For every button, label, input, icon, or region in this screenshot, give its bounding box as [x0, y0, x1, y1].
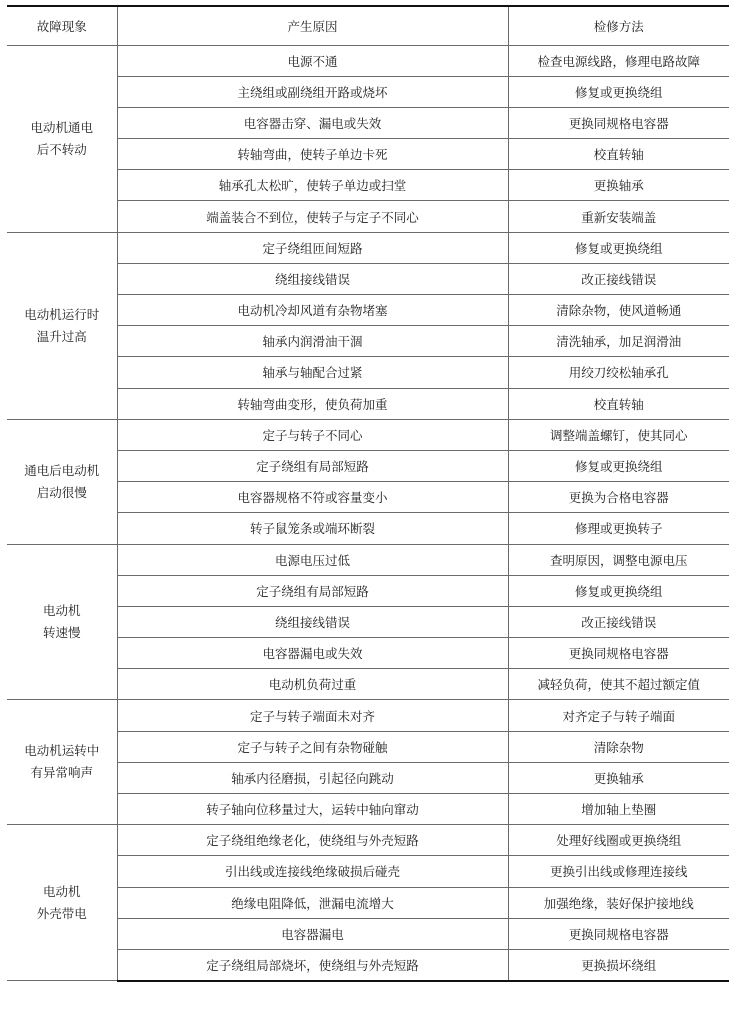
- method-cell: 更换同规格电容器: [508, 107, 729, 138]
- fault-diagnosis-table: [7, 5, 729, 982]
- method-cell: 清洗轴承，加足润滑油: [508, 326, 729, 357]
- method-cell: 更换引出线或修理连接线: [508, 856, 729, 887]
- cause-cell: 定子绕组匝间短路: [117, 232, 508, 263]
- cause-cell: 定子与转子不同心: [117, 419, 508, 450]
- symptom-line: 启动很慢: [36, 484, 87, 500]
- cause-cell: 轴承孔太松旷，使转子单边或扫堂: [117, 170, 508, 201]
- method-cell: 改正接线错误: [508, 263, 729, 294]
- cause-cell: 引出线或连接线绝缘破损后碰壳: [117, 856, 508, 887]
- cause-cell: 定子与转子端面未对齐: [117, 700, 508, 731]
- cause-cell: 电容器规格不符或容量变小: [117, 482, 508, 513]
- method-cell: 修复或更换绕组: [508, 232, 729, 263]
- cause-cell: 定子绕组局部烧坏，使绕组与外壳短路: [117, 949, 508, 980]
- method-cell: 检查电源线路，修理电路故障: [508, 45, 729, 76]
- method-cell: 更换轴承: [508, 762, 729, 793]
- cause-cell: 电容器漏电: [117, 918, 508, 949]
- method-cell: 更换轴承: [508, 170, 729, 201]
- table-row: [7, 825, 729, 856]
- table-body: [7, 45, 729, 981]
- table-row: [7, 544, 729, 575]
- method-cell: 查明原因，调整电源电压: [508, 544, 729, 575]
- method-cell: 减轻负荷，使其不超过额定值: [508, 669, 729, 700]
- method-cell: 修复或更换绕组: [508, 76, 729, 107]
- method-cell: 更换损坏绕组: [508, 949, 729, 980]
- cause-cell: 电容器击穿、漏电或失效: [117, 107, 508, 138]
- method-cell: 增加轴上垫圈: [508, 794, 729, 825]
- cause-cell: 定子绕组有局部短路: [117, 450, 508, 481]
- table-row: [7, 700, 729, 731]
- table-header: [7, 6, 729, 45]
- symptom-line: 电动机: [42, 602, 81, 618]
- cause-cell: 轴承内润滑油干涸: [117, 326, 508, 357]
- cause-cell: 电动机负荷过重: [117, 669, 508, 700]
- symptom-line: 电动机运行时: [24, 306, 100, 322]
- symptom-cell: [7, 700, 117, 825]
- symptom-cell: [7, 544, 117, 700]
- cause-cell: 定子与转子之间有杂物碰触: [117, 731, 508, 762]
- header-cause: 产生原因: [117, 6, 508, 45]
- cause-cell: 定子绕组有局部短路: [117, 575, 508, 606]
- method-cell: 更换同规格电容器: [508, 918, 729, 949]
- method-cell: 改正接线错误: [508, 606, 729, 637]
- method-cell: 重新安装端盖: [508, 201, 729, 232]
- cause-cell: 端盖装合不到位，使转子与定子不同心: [117, 201, 508, 232]
- cause-cell: 转子轴向位移量过大，运转中轴向窜动: [117, 794, 508, 825]
- method-cell: 校直转轴: [508, 139, 729, 170]
- table-row: [7, 419, 729, 450]
- method-cell: 清除杂物: [508, 731, 729, 762]
- header-symptom: 故障现象: [7, 6, 117, 45]
- method-cell: 修复或更换绕组: [508, 575, 729, 606]
- cause-cell: 电源电压过低: [117, 544, 508, 575]
- cause-cell: 主绕组或副绕组开路或烧坏: [117, 76, 508, 107]
- cause-cell: 绕组接线错误: [117, 606, 508, 637]
- cause-cell: 转轴弯曲变形，使负荷加重: [117, 388, 508, 419]
- cause-cell: 电源不通: [117, 45, 508, 76]
- symptom-line: 外壳带电: [36, 905, 87, 921]
- cause-cell: 电容器漏电或失效: [117, 638, 508, 669]
- symptom-line: 电动机运转中: [24, 743, 100, 759]
- method-cell: 加强绝缘，装好保护接地线: [508, 887, 729, 918]
- symptom-line: 后不转动: [36, 141, 87, 157]
- method-cell: 处理好线圈或更换绕组: [508, 825, 729, 856]
- cause-cell: 定子绕组绝缘老化，使绕组与外壳短路: [117, 825, 508, 856]
- header-method: 检修方法: [508, 6, 729, 45]
- cause-cell: 轴承与轴配合过紧: [117, 357, 508, 388]
- method-cell: 修理或更换转子: [508, 513, 729, 544]
- symptom-line: 通电后电动机: [24, 462, 100, 478]
- table-row: [7, 45, 729, 76]
- cause-cell: 轴承内径磨损，引起径向跳动: [117, 762, 508, 793]
- symptom-cell: [7, 825, 117, 981]
- symptom-line: 温升过高: [36, 328, 87, 344]
- method-cell: 清除杂物，使风道畅通: [508, 295, 729, 326]
- symptom-cell: [7, 45, 117, 232]
- cause-cell: 转子鼠笼条或端环断裂: [117, 513, 508, 544]
- cause-cell: 绝缘电阻降低，泄漏电流增大: [117, 887, 508, 918]
- table-row: [7, 232, 729, 263]
- cause-cell: 电动机冷却风道有杂物堵塞: [117, 295, 508, 326]
- method-cell: 更换同规格电容器: [508, 638, 729, 669]
- method-cell: 校直转轴: [508, 388, 729, 419]
- symptom-line: 电动机通电: [30, 119, 93, 135]
- symptom-line: 电动机: [42, 883, 81, 899]
- method-cell: 调整端盖螺钉，使其同心: [508, 419, 729, 450]
- method-cell: 修复或更换绕组: [508, 450, 729, 481]
- symptom-cell: [7, 232, 117, 419]
- symptom-line: 有异常响声: [30, 765, 93, 781]
- symptom-cell: [7, 419, 117, 544]
- header-row: [7, 6, 729, 45]
- method-cell: 对齐定子与转子端面: [508, 700, 729, 731]
- method-cell: 用绞刀绞松轴承孔: [508, 357, 729, 388]
- cause-cell: 转轴弯曲，使转子单边卡死: [117, 139, 508, 170]
- symptom-line: 转速慢: [42, 624, 81, 640]
- cause-cell: 绕组接线错误: [117, 263, 508, 294]
- method-cell: 更换为合格电容器: [508, 482, 729, 513]
